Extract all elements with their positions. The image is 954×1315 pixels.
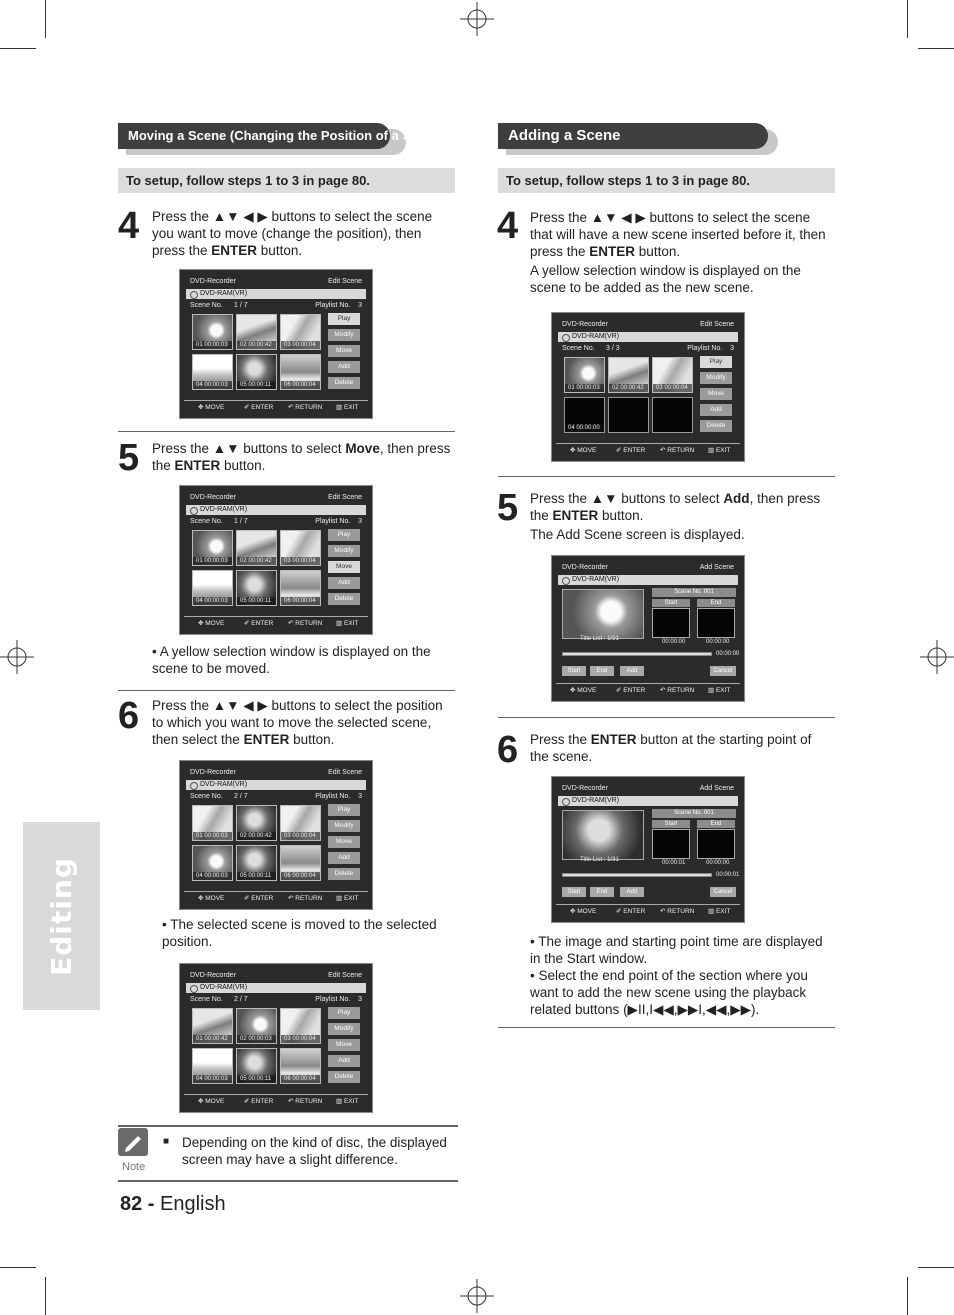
menu-add-button[interactable]: Add [700,404,732,416]
step-text: Press the ▲▼ buttons to select Move, then press the ENTER button. [152,441,451,473]
edit-scene-screen: DVD-Recorder Edit Scene DVD-RAM(VR) Scene No. 1 / 7 Playlist No. 3 01 00:00:03 02 00:00:42 03 00:00:04 04 00:00:03 05 00:00:11 06 00:00:04 Play Modify Move Add Delete ✥ MOVE ✐ ENTER ↶ RETURN ▥ EXIT [179,485,373,635]
crop-mark [45,0,46,38]
start-button[interactable]: Start [562,887,586,897]
crop-mark [918,48,954,49]
edit-scene-screen: DVD-Recorder Edit Scene DVD-RAM(VR) Scene No. 2 / 7 Playlist No. 3 01 00:00:42 02 00:00:03 03 00:00:04 04 00:00:03 05 00:00:11 06 00:00:04 Play Modify Move Add Delete ✥ MOVE ✐ ENTER ↶ RETURN ▥ EXIT [179,963,373,1113]
start-time: 00:00:01 [662,860,686,866]
menu-modify-button[interactable]: Modify [328,329,360,341]
position-time: 00:00:00 [716,651,740,657]
add-scene-screen: DVD-Recorder Add Scene DVD-RAM(VR) Title List : 1/31 Scene No. 001 Start End 00:00:01 00:00:00 00:00:01 Start End Add Cancel ✥ MOVE ✐ ENTER ↶ RETURN ▥ EXIT [551,776,745,923]
empty-thumbnail [652,397,693,433]
add-button[interactable]: Add [620,887,644,897]
step-number: 5 [118,437,140,479]
step-number: 5 [497,487,519,529]
start-button[interactable]: Start [562,666,586,676]
scene-thumbnail[interactable]: 01 00:00:03 [564,357,605,393]
progress-bar[interactable] [562,873,712,877]
end-button[interactable]: End [590,887,614,897]
right-section-header [498,123,783,153]
menu-modify-button[interactable]: Modify [328,820,360,832]
menu-move-button[interactable]: Move [328,1039,360,1051]
start-time: 00:00:00 [662,639,686,645]
side-tab-label: Editing [45,856,79,976]
scene-thumbnail[interactable]: 06 00:00:04 [280,354,321,390]
note-label: Note [122,1161,146,1173]
end-time: 00:00:00 [706,860,730,866]
scene-thumbnail[interactable]: 02 00:00:42 [236,530,277,566]
scene-thumbnail[interactable]: 04 00:00:03 [192,570,233,606]
scene-thumbnail[interactable]: 02 00:00:42 [608,357,649,393]
step-number: 6 [118,695,140,737]
menu-play-button[interactable]: Play [328,529,360,541]
scene-thumbnail[interactable]: 06 00:00:04 [280,1048,321,1084]
scene-thumbnail[interactable]: 01 00:00:03 [192,314,233,350]
step-text: Press the ▲▼ ◀ ▶ buttons to select the scene that will have a new scene inserted before it, then press the ENTER button. A yellow selection window is displayed on the scene to be added as the new scene. [530,210,826,295]
step-text: Press the ENTER button at the starting point of the scene. [530,732,812,764]
edit-scene-screen: DVD-Recorder Edit Scene DVD-RAM(VR) Scene No. 2 / 7 Playlist No. 3 01 00:00:03 02 00:00:42 03 00:00:04 04 00:00:03 05 00:00:11 06 00:00:04 Play Modify Move Add Delete ✥ MOVE ✐ ENTER ↶ RETURN ▥ EXIT [179,760,373,910]
crop-mark [0,48,36,49]
bullet-text: • Select the end point of the section where you want to add the new scene using the playback related buttons (▶II,I◀◀,▶▶I,◀◀,▶▶). [530,968,808,1017]
scene-thumbnail[interactable]: 01 00:00:03 [192,805,233,841]
left-section-title: Moving a Scene (Changing the Position of a Scene) [118,123,390,149]
title-list-label: Title List : 1/31 [580,636,619,642]
scene-thumbnail[interactable]: 06 00:00:04 [280,570,321,606]
start-label: Start [652,820,690,828]
start-window [652,608,690,638]
cancel-button[interactable]: Cancel [710,666,736,676]
scene-thumbnail[interactable]: 02 00:00:42 [236,314,277,350]
menu-add-button[interactable]: Add [328,361,360,373]
menu-move-button[interactable]: Move [328,345,360,357]
scene-number-label: Scene No. 001 [652,588,736,597]
title-list-label: Title List : 1/31 [580,857,619,863]
step-number: 4 [497,205,519,247]
right-section-title: Adding a Scene [498,123,768,149]
scene-thumbnail[interactable]: 04 00:00:03 [192,354,233,390]
scene-thumbnail[interactable]: 04 00:00:03 [192,1048,233,1084]
menu-play-button[interactable]: Play [700,356,732,368]
menu-delete-button[interactable]: Delete [328,377,360,389]
step-text: Press the ▲▼ buttons to select Add, then press the ENTER button. The Add Scene screen is displayed. [530,491,821,542]
scene-thumbnail[interactable]: 05 00:00:11 [236,1048,277,1084]
note-pencil-icon [118,1128,148,1156]
menu-play-button[interactable]: Play [328,1007,360,1019]
scene-thumbnail[interactable]: 01 00:00:42 [192,1008,233,1044]
menu-play-button[interactable]: Play [328,313,360,325]
start-label: Start [652,599,690,607]
position-time: 00:00:01 [716,872,740,878]
end-button[interactable]: End [590,666,614,676]
menu-add-button[interactable]: Add [328,1055,360,1067]
step-number: 4 [118,205,140,247]
step-number: 6 [497,729,519,771]
preview-window [562,589,644,639]
divider [118,431,455,432]
crop-mark [45,1277,46,1315]
left-setup-bar: To setup, follow steps 1 to 3 in page 80. [118,168,455,193]
right-setup-bar: To setup, follow steps 1 to 3 in page 80. [498,168,835,193]
side-tab [23,822,100,1010]
menu-delete-button[interactable]: Delete [700,420,732,432]
bullet-text: • A yellow selection window is displayed on the scene to be moved. [152,644,431,676]
divider [118,690,455,691]
note-marker: ■ [163,1136,170,1147]
scene-thumbnail[interactable]: 04 00:00:03 [192,845,233,881]
registration-mark-icon [460,2,494,36]
menu-delete-button[interactable]: Delete [328,1071,360,1083]
divider [118,1180,458,1182]
registration-mark-icon [920,640,954,674]
menu-delete-button[interactable]: Delete [328,868,360,880]
scene-thumbnail[interactable]: 06 00:00:04 [280,845,321,881]
empty-thumbnail [608,397,649,433]
scene-thumbnail[interactable]: 03 00:00:04 [280,314,321,350]
edit-scene-screen: DVD-Recorder Edit Scene DVD-RAM(VR) Scene No. 1 / 7 Playlist No. 3 01 00:00:03 02 00:00:42 03 00:00:04 04 00:00:03 05 00:00:11 06 00:00:04 Play Modify Move Add Delete ✥ MOVE ✐ ENTER ↶ RETURN ▥ EXIT [179,269,373,419]
scene-thumbnail[interactable]: 03 00:00:04 [280,530,321,566]
crop-mark [907,0,908,38]
add-button[interactable]: Add [620,666,644,676]
add-scene-screen: DVD-Recorder Add Scene DVD-RAM(VR) Title List : 1/31 Scene No. 001 Start End 00:00:00 00:00:00 00:00:00 Start End Add Cancel ✥ MOVE ✐ ENTER ↶ RETURN ▥ EXIT [551,555,745,702]
menu-move-button[interactable]: Move [700,388,732,400]
bullet-text: • The selected scene is moved to the selected position. [162,917,437,949]
divider [498,1027,835,1028]
scene-number-label: Scene No. 001 [652,809,736,818]
registration-mark-icon [460,1279,494,1313]
crop-mark [907,1277,908,1315]
preview-window [562,810,644,860]
left-section-header [118,123,446,153]
step-text: Press the ▲▼ ◀ ▶ buttons to select the scene you want to move (change the position), then press the ENTER button. [152,209,433,258]
end-window [697,608,735,638]
menu-move-button[interactable]: Move [328,561,360,573]
start-window [652,829,690,859]
scene-thumbnail[interactable]: 03 00:00:04 [652,357,693,393]
step-text: Press the ▲▼ ◀ ▶ buttons to select the position to which you want to move the selected scene, then select the ENTER button. [152,698,443,747]
end-window [697,829,735,859]
menu-add-button[interactable]: Add [328,852,360,864]
menu-move-button[interactable]: Move [328,836,360,848]
progress-bar[interactable] [562,652,712,656]
scene-thumbnail[interactable]: 04 00:00:00 [564,397,605,433]
note-text: Depending on the kind of disc, the displayed screen may have a slight difference. [182,1135,447,1167]
cancel-button[interactable]: Cancel [710,887,736,897]
end-label: End [697,820,735,828]
scene-thumbnail[interactable]: 01 00:00:03 [192,530,233,566]
scene-thumbnail[interactable]: 05 00:00:11 [236,845,277,881]
bullet-text: • The image and starting point time are displayed in the Start window. [530,934,823,966]
divider [498,717,835,718]
crop-mark [918,1267,954,1268]
menu-add-button[interactable]: Add [328,577,360,589]
end-time: 00:00:00 [706,639,730,645]
scene-thumbnail[interactable]: 05 00:00:11 [236,570,277,606]
menu-modify-button[interactable]: Modify [328,1023,360,1035]
scene-thumbnail[interactable]: 02 00:00:42 [236,805,277,841]
scene-thumbnail[interactable]: 03 00:00:04 [280,805,321,841]
page-footer: 82 - English [120,1193,226,1215]
crop-mark [0,1267,36,1268]
end-label: End [697,599,735,607]
menu-modify-button[interactable]: Modify [328,545,360,557]
scene-thumbnail[interactable]: 02 00:00:03 [236,1008,277,1044]
edit-scene-screen: DVD-Recorder Edit Scene DVD-RAM(VR) Scene No. 3 / 3 Playlist No. 3 01 00:00:03 02 00:00:42 03 00:00:04 04 00:00:00 Play Modify Move Add Delete ✥ MOVE ✐ ENTER ↶ RETURN ▥ EXIT [551,312,745,462]
divider [118,1125,458,1127]
registration-mark-icon [0,640,34,674]
menu-modify-button[interactable]: Modify [700,372,732,384]
menu-play-button[interactable]: Play [328,804,360,816]
menu-delete-button[interactable]: Delete [328,593,360,605]
scene-thumbnail[interactable]: 05 00:00:11 [236,354,277,390]
divider [498,476,835,477]
scene-thumbnail[interactable]: 03 00:00:04 [280,1008,321,1044]
